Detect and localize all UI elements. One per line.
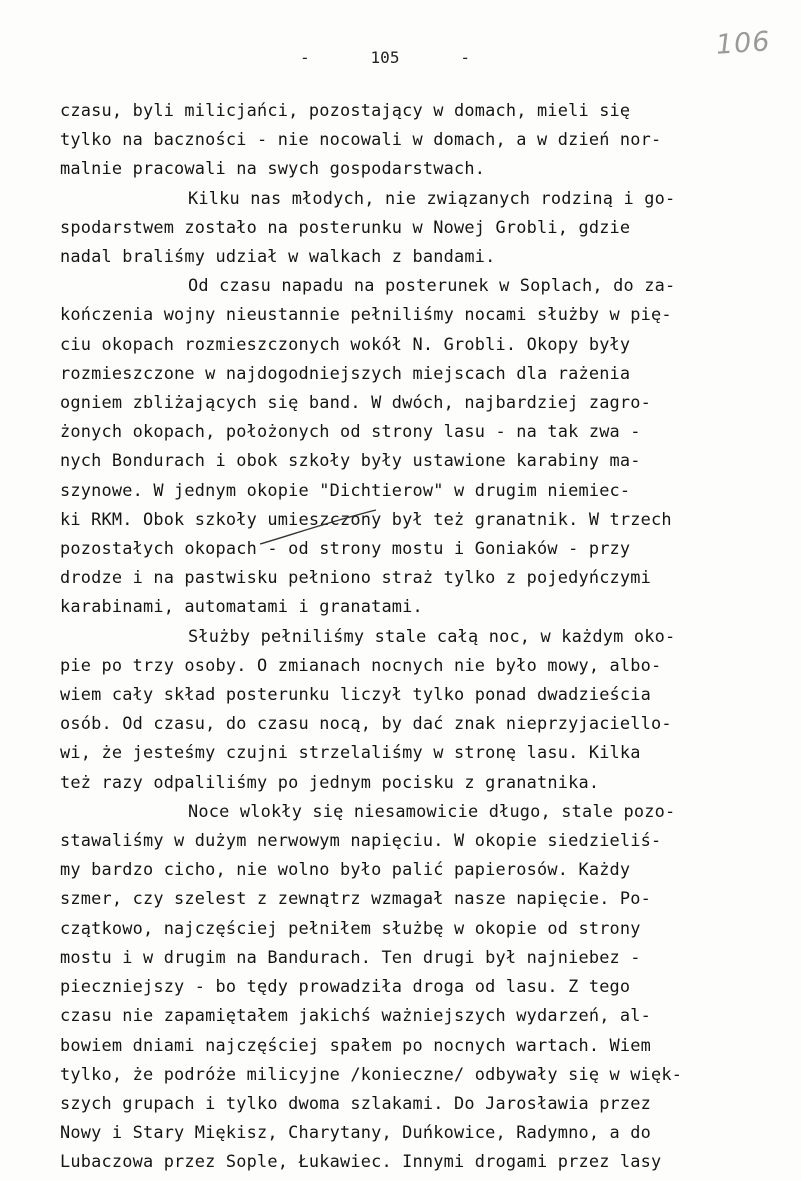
text-line: szych grupach i tylko dwoma szlakami. Do Jarosławia przez	[60, 1092, 652, 1113]
text-line: malnie pracowali na swych gospodarstwach.	[60, 158, 486, 179]
text-line: stawaliśmy w dużym nerwowym napięciu. W okopie siedzieliś-	[60, 830, 662, 851]
text-line: żonych okopach, położonych od strony lasu - na tak zwa -	[60, 421, 641, 442]
text-line: ciu okopach rozmieszczonych wokół N. Grobli. Okopy były	[60, 333, 631, 354]
text-line: szmer, czy szelest z zewnątrz wzmagał nasze napięcie. Po-	[60, 888, 652, 909]
text-line: Służby pełniliśmy stale całą noc, w każdym oko-	[188, 625, 676, 646]
text-line: Od czasu napadu na posterunek w Soplach, do za-	[188, 275, 676, 296]
text-line: czasu nie zapamiętałem jakichś ważniejszych wydarzeń, al-	[60, 1005, 652, 1026]
text-line: wiem cały skład posterunku liczył tylko ponad dwadzieścia	[60, 684, 652, 705]
text-line: nadal braliśmy udział w walkach z bandami.	[60, 246, 496, 267]
text-line: drodze i na pastwisku pełniono straż tylko z pojedyńczymi	[60, 567, 652, 588]
text-line: Lubaczowa przez Sople, Łukawiec. Innymi drogami przez lasy	[60, 1151, 662, 1172]
text-line: mostu i w drugim na Bandurach. Ten drugi był najniebez -	[60, 946, 641, 967]
text-line: Nowy i Stary Miękisz, Charytany, Duńkowice, Radymno, a do	[60, 1122, 652, 1143]
text-line: my bardzo cicho, nie wolno było palić papierosów. Każdy	[60, 859, 631, 880]
text-line: pieczniejszy - bo tędy prowadziła droga od lasu. Z tego	[60, 976, 631, 997]
page-number: 105	[370, 48, 400, 67]
page-number-header	[300, 48, 470, 67]
text-line: bowiem dniami najczęściej spałem po nocnych wartach. Wiem	[60, 1034, 652, 1055]
text-line: wi, że jesteśmy czujni strzelaliśmy w stronę lasu. Kilka	[60, 742, 641, 763]
page-number-dash-left: -	[300, 48, 310, 67]
text-line: tylko, że podróże milicyjne /konieczne/ odbywały się w więk-	[60, 1063, 683, 1084]
text-line: pozostałych okopach - od strony mostu i Goniaków - przy	[60, 538, 631, 559]
text-line: kończenia wojny nieustannie pełniliśmy nocami służby w pię-	[60, 304, 672, 325]
text-line: Noce wlokły się niesamowicie długo, stale pozo-	[188, 800, 676, 821]
text-line: rozmieszczone w najdogodniejszych miejscach dla rażenia	[60, 362, 631, 383]
typed-body-text	[60, 96, 760, 1177]
text-line: czasu, byli milicjańci, pozostający w domach, mieli się	[60, 100, 631, 120]
text-line: ki RKM. Obok szkoły umieszczony był też granatnik. W trzech	[60, 508, 672, 529]
text-line: karabinami, automatami i granatami.	[60, 596, 423, 617]
text-line: czątkowo, najczęściej pełniłem służbę w okopie od strony	[60, 917, 641, 938]
text-line: nych Bondurach i obok szkoły były ustawione karabiny ma-	[60, 450, 641, 471]
page-number-dash-right: -	[460, 48, 470, 67]
text-line: Kilku nas młodych, nie związanych rodziną i go-	[188, 187, 676, 208]
text-line: pie po trzy osoby. O zmianach nocnych nie było mowy, albo-	[60, 654, 662, 675]
text-line: tylko na baczności - nie nocowali w domach, a w dzień nor-	[60, 129, 662, 150]
text-line: spodarstwem zostało na posterunku w Nowej Grobli, gdzie	[60, 216, 631, 237]
text-line: szynowe. W jednym okopie "Dichtierow" w drugim niemiec-	[60, 479, 631, 500]
pen-stroke-mark	[258, 508, 378, 548]
text-line: osób. Od czasu, do czasu nocą, by dać znak nieprzyjaciello-	[60, 713, 672, 734]
text-line: też razy odpaliliśmy po jednym pocisku z granatnika.	[60, 771, 600, 792]
handwritten-archive-number: 106	[714, 26, 772, 61]
text-line: ogniem zbliżających się band. W dwóch, najbardziej zagro-	[60, 392, 652, 413]
